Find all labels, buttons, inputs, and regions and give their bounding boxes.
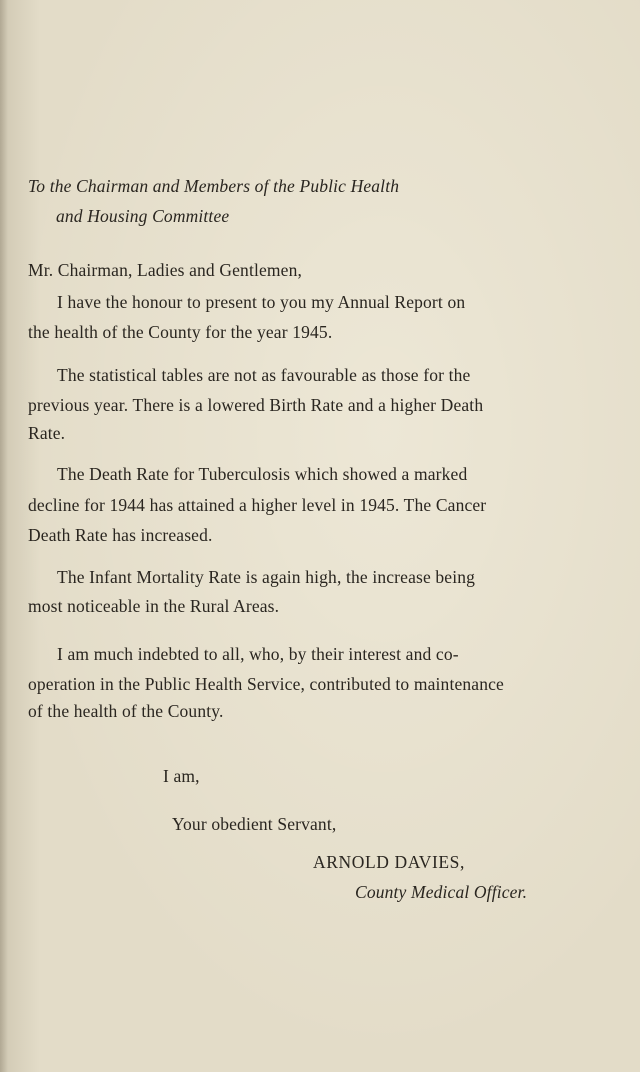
paragraph-3-line-1: The Death Rate for Tuberculosis which showed a marked	[57, 464, 468, 484]
paragraph-5-line-3: of the health of the County.	[28, 701, 224, 721]
paragraph-4-line-1: The Infant Mortality Rate is again high, the increase being	[57, 567, 476, 587]
paragraph-2-line-1: The statistical tables are not as favourable as those for the	[57, 365, 471, 385]
paragraph-4-line-2: most noticeable in the Rural Areas.	[28, 596, 280, 616]
salutation: Mr. Chairman, Ladies and Gentlemen,	[28, 260, 302, 280]
paragraph-2-line-3: Rate.	[28, 423, 66, 443]
paragraph-2-line-2: previous year. There is a lowered Birth Rate and a higher Death	[28, 395, 484, 415]
paragraph-5-line-2: operation in the Public Health Service, contributed to maintenance	[28, 674, 504, 694]
paragraph-1-line-1: I have the honour to present to you my Annual Report on	[57, 292, 466, 312]
paragraph-5-line-1: I am much indebted to all, who, by their interest and co-	[57, 644, 459, 664]
signatory-name: ARNOLD DAVIES,	[313, 852, 465, 872]
paragraph-1-line-2: the health of the County for the year 1945.	[28, 322, 333, 342]
closing-servant: Your obedient Servant,	[172, 814, 337, 834]
paragraph-3-line-3: Death Rate has increased.	[28, 525, 213, 545]
addressee-line-2: and Housing Committee	[56, 206, 230, 226]
closing-i-am: I am,	[163, 766, 200, 786]
addressee-line-1: To the Chairman and Members of the Public Health	[28, 176, 400, 196]
signatory-title: County Medical Officer.	[355, 882, 528, 902]
paragraph-3-line-2: decline for 1944 has attained a higher level in 1945. The Cancer	[28, 495, 487, 515]
page-edge-shadow	[0, 0, 8, 1072]
